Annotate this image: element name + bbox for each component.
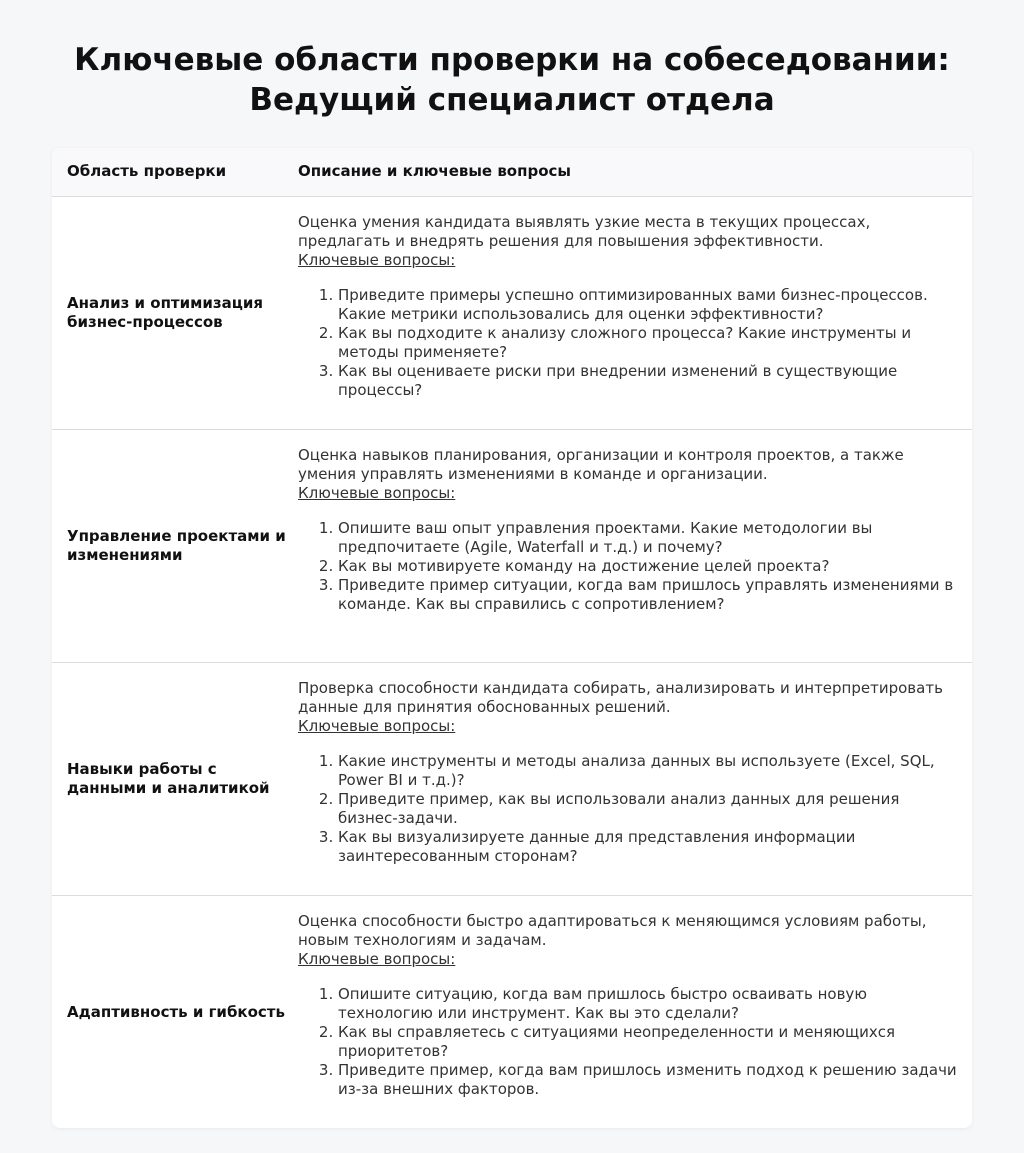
page-title-line-2: Ведущий специалист отдела xyxy=(249,82,775,118)
question-item: 3. Как вы оцениваете риски при внедрении изменений в существующие процессы? xyxy=(338,362,962,400)
question-item: 1. Опишите ваш опыт управления проектами. Какие методологии вы предпочитаете (Agile, Waterfall и т.д.) и почему? xyxy=(338,519,962,557)
question-item: 3. Как вы визуализируете данные для представления информации заинтересованным сторонам? xyxy=(338,828,962,866)
table-row xyxy=(52,896,972,1128)
description-cell xyxy=(298,213,962,400)
question-item: 3. Приведите пример, когда вам пришлось изменить подход к решению задачи из-за внешних факторов. xyxy=(338,1061,962,1099)
questions-list xyxy=(298,286,962,400)
question-item: 1. Приведите примеры успешно оптимизированных вами бизнес-процессов. Какие метрики использовались для оценки эффективности? xyxy=(338,286,962,324)
table-row xyxy=(52,430,972,663)
question-item: 1. Опишите ситуацию, когда вам пришлось быстро осваивать новую технологию или инструмент. Как вы это сделали? xyxy=(338,985,962,1023)
key-questions-label: Ключевые вопросы: xyxy=(298,484,456,502)
question-item: 2. Как вы справляетесь с ситуациями неопределенности и меняющихся приоритетов? xyxy=(338,1023,962,1061)
description-text: Проверка способности кандидата собирать, анализировать и интерпретировать данные для принятия обоснованных решений. xyxy=(298,679,943,716)
area-cell: Анализ и оптимизация бизнес-процессов xyxy=(67,294,264,331)
area-cell: Навыки работы с данными и аналитикой xyxy=(67,760,270,797)
question-item: 2. Как вы мотивируете команду на достижение целей проекта? xyxy=(338,557,962,576)
key-questions-label: Ключевые вопросы: xyxy=(298,950,456,968)
key-questions-label: Ключевые вопросы: xyxy=(298,717,456,735)
description-text: Оценка способности быстро адаптироваться к меняющимся условиям работы, новым технологиям и задачам. xyxy=(298,912,927,949)
description-text: Оценка навыков планирования, организации и контроля проектов, а также умения управлять изменениями в команде и организации. xyxy=(298,446,904,483)
question-item: 1. Какие инструменты и методы анализа данных вы используете (Excel, SQL, Power BI и т.д.)? xyxy=(338,752,962,790)
table-row xyxy=(52,197,972,430)
description-cell xyxy=(298,679,962,866)
area-cell: Адаптивность и гибкость xyxy=(67,1002,285,1021)
description-cell xyxy=(298,446,962,614)
questions-list xyxy=(298,519,962,614)
header-area: Область проверки xyxy=(67,162,227,180)
questions-list xyxy=(298,752,962,866)
question-item: 2. Как вы подходите к анализу сложного процесса? Какие инструменты и методы применяете? xyxy=(338,324,962,362)
description-cell xyxy=(298,912,962,1099)
interview-table xyxy=(52,148,972,1128)
page-title xyxy=(0,40,1024,120)
page-title-line-1: Ключевые области проверки на собеседовании: xyxy=(74,42,950,78)
description-text: Оценка умения кандидата выявлять узкие места в текущих процессах, предлагать и внедрять решения для повышения эффективности. xyxy=(298,213,871,250)
header-description: Описание и ключевые вопросы xyxy=(298,162,571,180)
questions-list xyxy=(298,985,962,1099)
question-item: 2. Приведите пример, как вы использовали анализ данных для решения бизнес-задачи. xyxy=(338,790,962,828)
key-questions-label: Ключевые вопросы: xyxy=(298,251,456,269)
area-cell: Управление проектами и изменениями xyxy=(67,527,286,564)
question-item: 3. Приведите пример ситуации, когда вам пришлось управлять изменениями в команде. Как вы справились с сопротивлением? xyxy=(338,576,962,614)
table-row xyxy=(52,663,972,896)
table-header xyxy=(52,148,972,197)
